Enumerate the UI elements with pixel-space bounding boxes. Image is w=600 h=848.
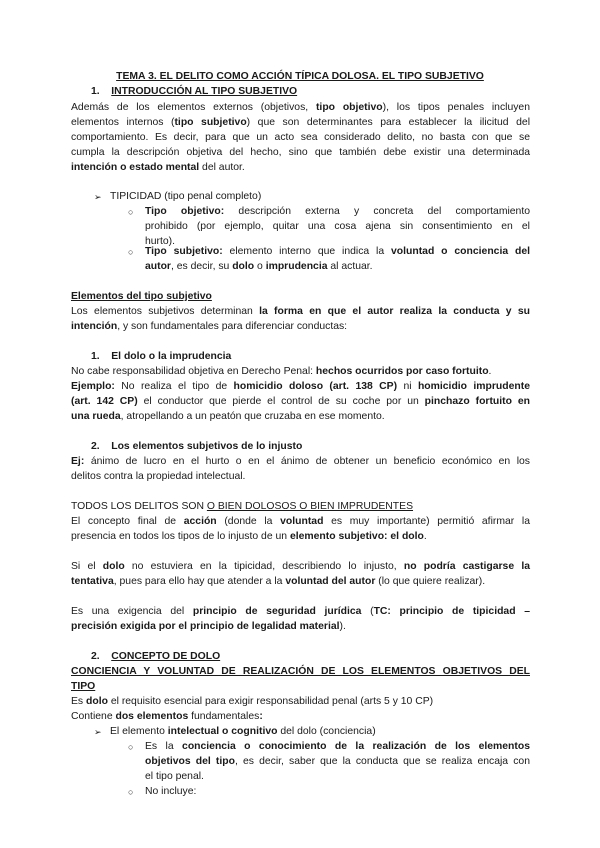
es-la-line-1: Es la conciencia o conocimiento de la realización de los elementos bbox=[145, 741, 530, 752]
si-dolo-line-1: Si el dolo no estuviera en la tipicidad, describiendo lo injusto, no podría castigarse la bbox=[71, 561, 530, 572]
injusto-line-2: delitos contra la propiedad intelectual. bbox=[71, 471, 246, 482]
accion-line-2: presencia en todos los tipos de lo injusto de un elemento subjetivo: el dolo. bbox=[71, 531, 427, 542]
circle-bullet-icon: ○ bbox=[128, 742, 134, 752]
arrow-bullet-icon: ➢ bbox=[94, 192, 102, 202]
circle-bullet-icon: ○ bbox=[128, 207, 134, 217]
circle-bullet-icon: ○ bbox=[128, 247, 134, 257]
section-1-heading: 1. INTRODUCCIÓN AL TIPO SUBJETIVO bbox=[91, 86, 298, 97]
elemento-intelectual-item: El elemento intelectual o cognitivo del dolo (conciencia) bbox=[110, 726, 376, 737]
tipo-subjetivo-line-1: Tipo subjetivo: elemento interno que indica la voluntad o conciencia del bbox=[145, 246, 530, 257]
section-2-heading: 2. CONCEPTO DE DOLO bbox=[91, 651, 221, 662]
no-incluye-item: No incluye: bbox=[145, 786, 197, 797]
contiene-line: Contiene dos elementos fundamentales: bbox=[71, 711, 263, 722]
conciencia-heading-line-2: TIPO bbox=[71, 681, 96, 692]
elementos-injusto-heading: 2. Los elementos subjetivos de lo injusto bbox=[91, 441, 303, 452]
es-la-line-3: el tipo penal. bbox=[145, 771, 204, 782]
conciencia-heading-line-1: CONCIENCIA Y VOLUNTAD DE REALIZACIÓN DE LOS ELEMENTOS OBJETIVOS DEL bbox=[71, 666, 530, 677]
arrow-bullet-icon: ➢ bbox=[94, 727, 102, 737]
intro-paragraph-line-1: Además de los elementos externos (objetivos, tipo objetivo), los tipos penales incluyen bbox=[71, 102, 530, 113]
elementos-line-2: intención, y son fundamentales para diferenciar conductas: bbox=[71, 321, 348, 332]
intro-paragraph-line-4: cumpla la descripción objetiva del hecho, sino que también debe existir una determinada bbox=[71, 147, 530, 158]
elementos-line-1: Los elementos subjetivos determinan la forma en que el autor realiza la conducta y su bbox=[71, 306, 530, 317]
exigencia-line-1: Es una exigencia del principio de seguridad jurídica (TC: principio de tipicidad – bbox=[71, 606, 530, 617]
elementos-heading: Elementos del tipo subjetivo bbox=[71, 291, 212, 302]
dolo-imprudencia-heading: 1. El dolo o la imprudencia bbox=[91, 351, 232, 362]
exigencia-line-2: precisión exigida por el principio de legalidad material). bbox=[71, 621, 346, 632]
tipo-subjetivo-line-2: autor, es decir, su dolo o imprudencia al actuar. bbox=[145, 261, 373, 272]
intro-paragraph-line-2: elementos internos (tipo subjetivo) que son determinantes para establecer la ilicitud del bbox=[71, 117, 530, 128]
intro-paragraph-line-5: intención o estado mental del autor. bbox=[71, 162, 245, 173]
document-title: TEMA 3. EL DELITO COMO ACCIÓN TÍPICA DOLOSA. EL TIPO SUBJETIVO bbox=[116, 71, 484, 82]
tipo-objetivo-line-1: Tipo objetivo: descripción externa y concreta del comportamiento bbox=[145, 206, 531, 217]
si-dolo-line-2: tentativa, pues para ello hay que atender a la voluntad del autor (lo que quiere realizar). bbox=[71, 576, 486, 587]
injusto-line-1: Ej: ánimo de lucro en el hurto o en el ánimo de obtener un beneficio económico en los bbox=[71, 456, 530, 467]
tipo-objetivo-line-3: hurto). bbox=[145, 236, 176, 247]
accion-line-1: El concepto final de acción (donde la voluntad es muy importante) permitió afirmar la bbox=[71, 516, 530, 527]
es-dolo-line: Es dolo el requisito esencial para exigir responsabilidad penal (arts 5 y 10 CP) bbox=[71, 696, 434, 707]
circle-bullet-icon: ○ bbox=[128, 787, 134, 797]
dolo-line-3: (art. 142 CP) el conductor que pierde el control de su coche por un pinchazo fortuito en bbox=[71, 396, 530, 407]
dolo-line-1: No cabe responsabilidad objetiva en Derecho Penal: hechos ocurridos por caso fortuito. bbox=[71, 366, 492, 377]
dolo-line-2: Ejemplo: No realiza el tipo de homicidio doloso (art. 138 CP) ni homicidio imprudente bbox=[71, 381, 530, 392]
tipo-objetivo-line-2: prohibido (por ejemplo, quitar una cosa ajena sin consentimiento en el bbox=[145, 221, 530, 232]
intro-paragraph-line-3: comportamiento. Es decir, para que un acto sea considerado delito, no basta con que se bbox=[71, 132, 530, 143]
todos-delitos-line: TODOS LOS DELITOS SON O BIEN DOLOSOS O BIEN IMPRUDENTES bbox=[71, 501, 414, 512]
dolo-line-4: una rueda, atropellando a un peatón que cruzaba en ese momento. bbox=[71, 411, 385, 422]
es-la-line-2: objetivos del tipo, es decir, saber que la conducta que se realiza encaja con bbox=[145, 756, 530, 767]
tipicidad-item: TIPICIDAD (tipo penal completo) bbox=[110, 191, 262, 202]
